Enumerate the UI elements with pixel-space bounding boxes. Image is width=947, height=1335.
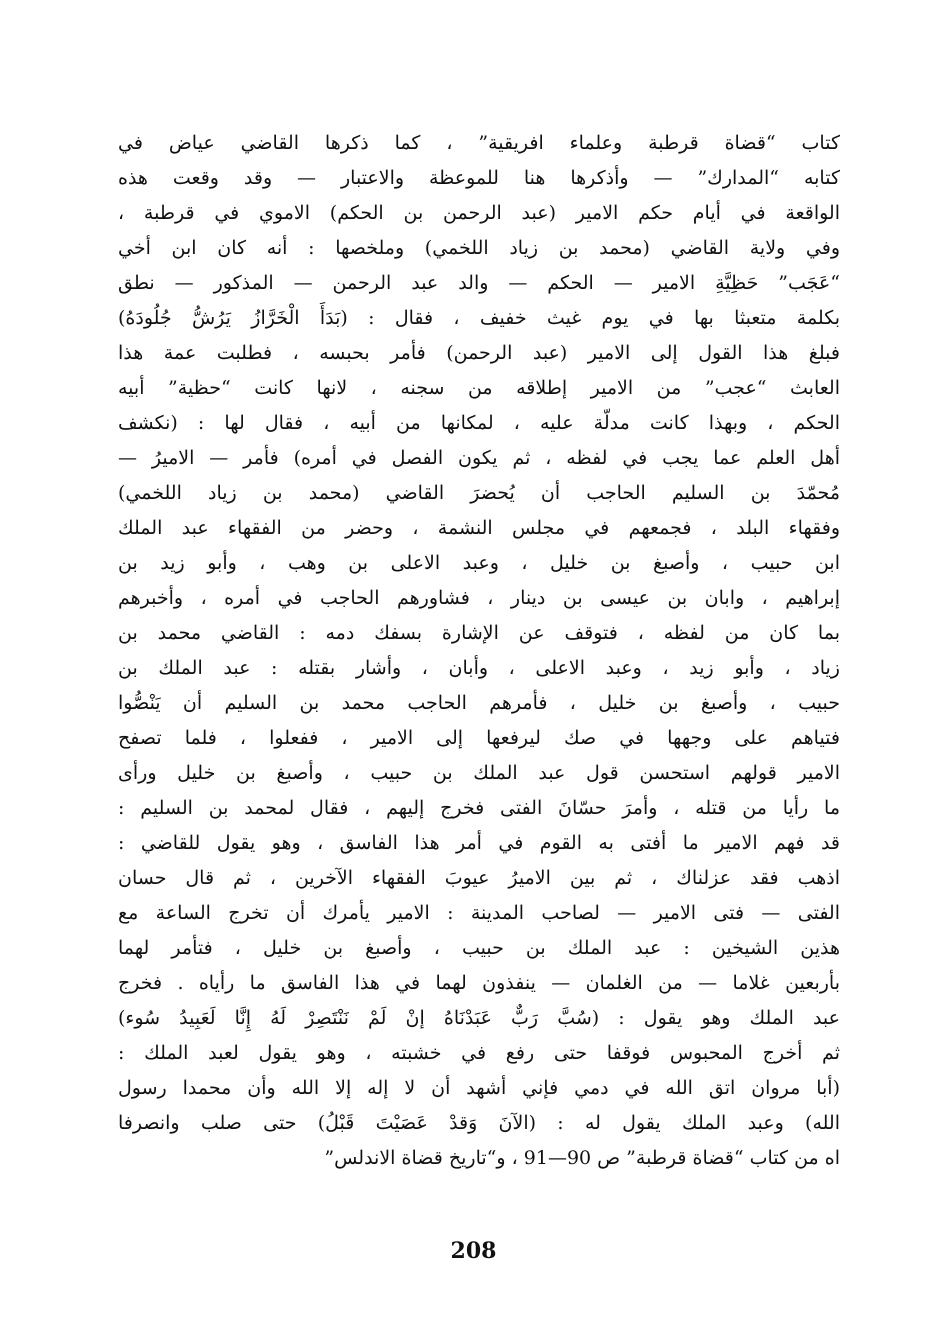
text-line: اذهب فقد عزلناك ، ثم بين الاميرُ عيوبَ الفقهاء الآخرين ، ثم قال حسان [118, 867, 840, 889]
text-line: أهل العلم عما يجب في لفظه ، ثم يكون الفصل في أمره) فأمر — الاميرُ — [118, 447, 840, 469]
text-line: الحكم ، وبهذا كانت مدلّة عليه ، لمكانها من أبيه ، فقال لها : (نكشف [118, 412, 840, 434]
text-line: بما كان من لفظه ، فتوقف عن الإشارة بسفك دمه : القاضي محمد بن [118, 622, 840, 644]
text-line: بأربعين غلاما — من الغلمان — ينفذون لهما في هذا الفاسق ما رأياه . فخرج [118, 972, 840, 994]
text-line: ثم أخرج المحبوس فوقفا حتى رفع في خشبته ، وهو يقول لعبد الملك : [118, 1042, 840, 1064]
text-line: الواقعة في أيام حكم الامير (عبد الرحمن بن الحكم) الاموي في قرطبة ، [118, 202, 840, 224]
text-line: الامير قولهم استحسن قول عبد الملك بن حبيب ، وأصبغ بن خليل ورأى [118, 762, 840, 784]
text-line: قد فهم الامير ما أفتى به القوم في أمر هذا الفاسق ، وهو يقول للقاضي : [118, 832, 840, 854]
text-line: مُحمّدَ بن السليم الحاجب أن يُحضرَ القاضي (محمد بن زياد اللخمي) [118, 482, 840, 504]
body-text [118, 126, 840, 1176]
text-line: وفقهاء البلد ، فجمعهم في مجلس النشمة ، وحضر من الفقهاء عبد الملك [118, 517, 840, 539]
text-line: الله) وعبد الملك يقول له : (الآنَ وَقدْ عَصَيْتَ قَبْلُ) حتى صلب وانصرفا [118, 1112, 840, 1134]
text-line: فبلغ هذا القول إلى الامير (عبد الرحمن) فأمر بحبسه ، فطلبت عمة هذا [118, 342, 840, 364]
text-line: ما رأيا من قتله ، وأمرَ حسّانَ الفتى فخرج إليهم ، فقال لمحمد بن السليم : [118, 797, 840, 819]
text-line: ابن حبيب ، وأصبغ بن خليل ، وعبد الاعلى بن وهب ، وأبو زيد بن [118, 552, 840, 574]
text-line: الفتى — فتى الامير — لصاحب المدينة : الامير يأمرك أن تخرج الساعة مع [118, 902, 840, 924]
text-line: بكلمة متعبثا بها في يوم غيث خفيف ، فقال : (بَدَأَ الْخَرَّازُ يَرُشُّ جُلُودَهُ) [118, 307, 840, 329]
text-line: اه من كتاب “قضاة قرطبة” ص 90—91 ، و“تاريخ قضاة الاندلس” [324, 1147, 840, 1169]
text-line: عبد الملك وهو يقول : (سُبَّ رَبٌّ عَبَدْنَاهُ إنْ لَمْ نَنْتَصِرْ لَهُ إِنَّا لَعَبِيدُ سُوء) [118, 1007, 840, 1029]
text-line: حبيب ، وأصبغ بن خليل ، فأمرهم الحاجب محمد بن السليم أن يَنْصُّوا [118, 692, 840, 714]
page-number: 208 [450, 1238, 497, 1264]
text-line: (أبا مروان اتق الله في دمي فإني أشهد أن لا إله إلا الله وأن محمدا رسول [118, 1077, 840, 1099]
text-line: وفي ولاية القاضي (محمد بن زياد اللخمي) وملخصها : أنه كان ابن أخي [118, 237, 840, 259]
text-line: هذين الشيخين : عبد الملك بن حبيب ، وأصبغ بن خليل ، فتأمر لهما [118, 937, 840, 959]
text-line: فتياهم على وجهها في صك ليرفعها إلى الامير ، ففعلوا ، فلما تصفح [118, 727, 840, 749]
text-line: زياد ، وأبو زيد ، وعبد الاعلى ، وأبان ، وأشار بقتله : عبد الملك بن [118, 657, 840, 679]
text-line: كتابه “المدارك” — وأذكرها هنا للموعظة والاعتبار — وقد وقعت هذه [118, 167, 840, 189]
text-line: إبراهيم ، وابان بن عيسى بن دينار ، فشاورهم الحاجب في أمره ، وأخبرهم [118, 587, 840, 609]
text-line: العابث “عجب” من الامير إطلاقه من سجنه ، لانها كانت “حظية” أبيه [118, 377, 840, 399]
text-line: كتاب “قضاة قرطبة وعلماء افريقية” ، كما ذكرها القاضي عياض في [118, 132, 840, 154]
text-line: “عَجَب” حَظِيَّةِ الامير — الحكم — والد عبد الرحمن — المذكور — نطق [118, 272, 840, 294]
